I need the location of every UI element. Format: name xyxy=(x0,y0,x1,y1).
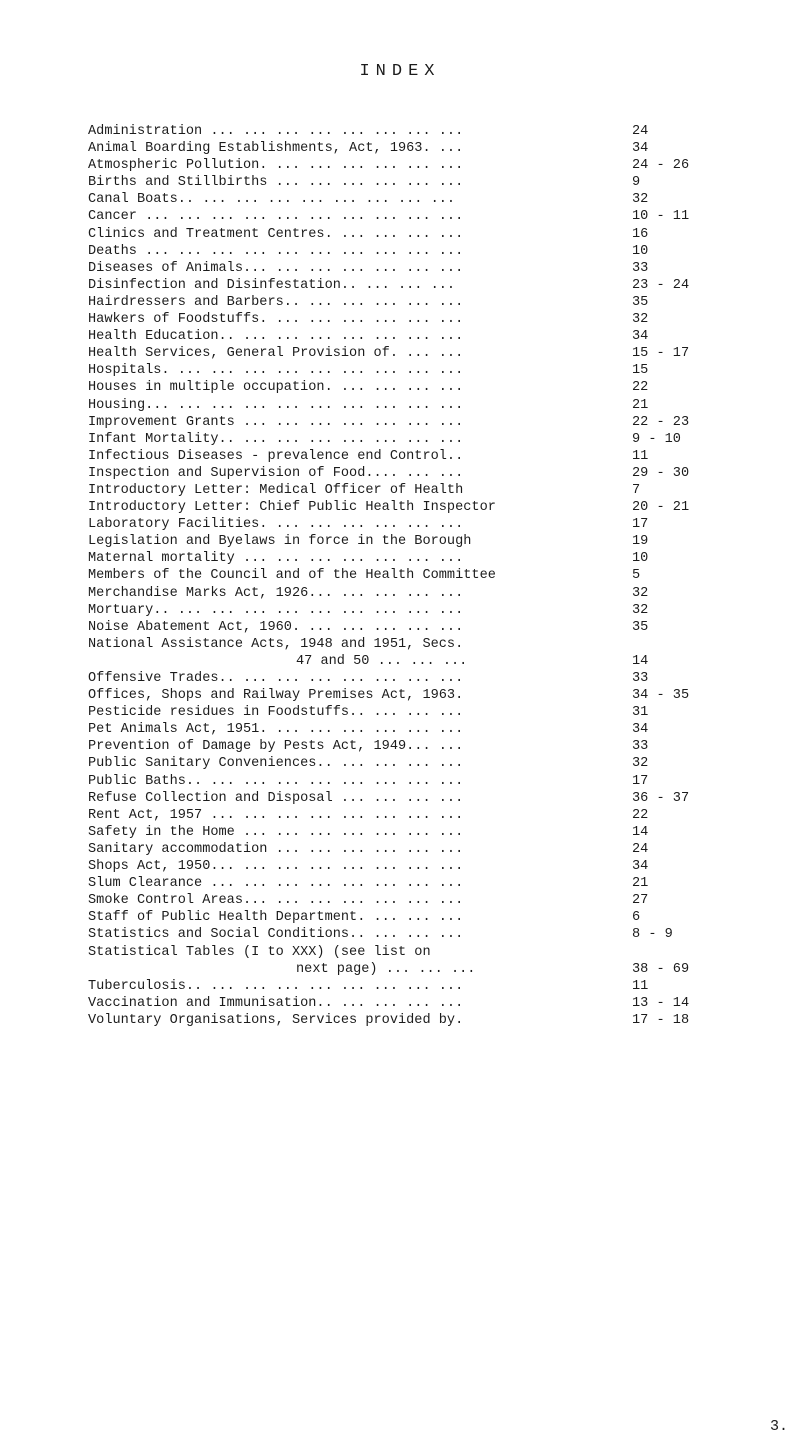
index-entry-text: Canal Boats.. ... ... ... ... ... ... ... ... xyxy=(88,192,456,208)
index-entry-pages: 11 xyxy=(632,978,649,994)
index-entry xyxy=(88,807,728,824)
index-entry xyxy=(88,465,728,482)
index-entry xyxy=(88,516,728,533)
index-entry xyxy=(88,567,728,584)
index-entry xyxy=(88,858,728,875)
index-entry xyxy=(88,448,728,465)
index-entry-text: Health Education.. ... ... ... ... ... ... ... xyxy=(88,329,464,345)
index-entry-pages: 6 xyxy=(632,910,641,926)
index-entry-text: Prevention of Damage by Pests Act, 1949... ... xyxy=(88,739,464,755)
index-entry-pages: 11 xyxy=(632,448,649,464)
index-entry-pages: 17 - 18 xyxy=(632,1012,690,1028)
index-entry-pages: 32 xyxy=(632,585,649,601)
index-entry xyxy=(88,721,728,738)
index-entry-text: National Assistance Acts, 1948 and 1951, Secs. xyxy=(88,636,464,652)
index-entry-text: Disinfection and Disinfestation.. ... ... ... xyxy=(88,277,456,293)
index-entry-text: Pesticide residues in Foodstuffs.. ... ... ... xyxy=(88,705,464,721)
index-entry-pages: 35 xyxy=(632,294,649,310)
index-entry-pages: 34 xyxy=(632,859,649,875)
index-entry-pages: 36 - 37 xyxy=(632,790,690,806)
index-entry-text: Houses in multiple occupation. ... ... ... ... xyxy=(88,380,464,396)
index-entry-text: Housing... ... ... ... ... ... ... ... ... ... xyxy=(88,397,464,413)
index-entry xyxy=(88,755,728,772)
index-entry-pages: 34 xyxy=(632,141,649,157)
index-entry-pages: 34 xyxy=(632,722,649,738)
index-entry xyxy=(88,482,728,499)
index-entry xyxy=(88,243,728,260)
index-entry-pages: 10 xyxy=(632,243,649,259)
index-entry-text: Statistics and Social Conditions.. ... ... ... xyxy=(88,927,464,943)
index-entry xyxy=(88,585,728,602)
index-entry xyxy=(88,909,728,926)
index-entry-pages: 13 - 14 xyxy=(632,995,690,1011)
index-entry-text: Animal Boarding Establishments, Act, 1963. ... xyxy=(88,141,464,157)
index-entry-pages: 33 xyxy=(632,739,649,755)
index-entry-text: Legislation and Byelaws in force in the Borough xyxy=(88,534,472,550)
index-entry-text: Hairdressers and Barbers.. ... ... ... ... ... xyxy=(88,294,464,310)
index-entry xyxy=(88,345,728,362)
index-entry xyxy=(88,414,728,431)
index-entry-pages: 38 - 69 xyxy=(632,961,690,977)
index-entry-pages: 24 xyxy=(632,841,649,857)
index-entry-text: Smoke Control Areas... ... ... ... ... ... ... xyxy=(88,893,464,909)
index-entry-pages: 29 - 30 xyxy=(632,465,690,481)
index-entry xyxy=(88,499,728,516)
index-entry-text: Births and Stillbirths ... ... ... ... ... ... xyxy=(88,175,464,191)
index-entry-pages: 19 xyxy=(632,534,649,550)
index-entry-text: Infectious Diseases - prevalence end Control.. xyxy=(88,448,464,464)
index-entry xyxy=(88,328,728,345)
index-entry xyxy=(88,841,728,858)
index-entry-pages: 9 - 10 xyxy=(632,431,681,447)
index-entry-text: Sanitary accommodation ... ... ... ... ... ... xyxy=(88,841,464,857)
index-entry xyxy=(88,431,728,448)
index-entry xyxy=(88,995,728,1012)
index-entry-pages: 22 xyxy=(632,807,649,823)
index-entry xyxy=(88,174,728,191)
index-entry-pages: 22 xyxy=(632,380,649,396)
index-entry-text: Noise Abatement Act, 1960. ... ... ... ... ... xyxy=(88,619,464,635)
index-entry-text: Statistical Tables (I to XXX) (see list on xyxy=(88,944,431,960)
index-entry-pages: 33 xyxy=(632,671,649,686)
index-entry-text: Deaths ... ... ... ... ... ... ... ... ... ... xyxy=(88,243,464,259)
index-entry-pages: 7 xyxy=(632,482,641,498)
index-entry xyxy=(88,191,728,208)
index-entry-pages: 15 xyxy=(632,363,649,379)
index-entry-text: Diseases of Animals... ... ... ... ... ... ... xyxy=(88,260,464,276)
index-entry-text: Merchandise Marks Act, 1926... ... ... ... ... xyxy=(88,585,464,601)
index-entry xyxy=(88,687,728,704)
index-entry-pages: 33 xyxy=(632,260,649,276)
index-entry-text: Maternal mortality ... ... ... ... ... ... ... xyxy=(88,551,464,567)
index-entry xyxy=(88,226,728,243)
index-entry-text: Refuse Collection and Disposal ... ... ... ... xyxy=(88,790,464,806)
index-entry-text: Cancer ... ... ... ... ... ... ... ... ... ... xyxy=(88,209,464,225)
index-entry-text: Pet Animals Act, 1951. ... ... ... ... ... ... xyxy=(88,722,464,738)
index-entry-pages: 32 xyxy=(632,312,649,328)
index-entry-text: Tuberculosis.. ... ... ... ... ... ... ... ... xyxy=(88,978,464,994)
index-entry xyxy=(88,1012,728,1029)
index-entry-text: next page) ... ... ... xyxy=(296,961,476,977)
index-entry xyxy=(88,123,728,140)
index-entry xyxy=(88,619,728,636)
index-entry-text: Public Baths.. ... ... ... ... ... ... ... ... xyxy=(88,773,464,789)
index-entry-text: Infant Mortality.. ... ... ... ... ... ... ... xyxy=(88,431,464,447)
index-entry-pages: 23 - 24 xyxy=(632,277,690,293)
index-entry-pages: 24 - 26 xyxy=(632,158,690,174)
index-entry-text: Improvement Grants ... ... ... ... ... ... ... xyxy=(88,414,464,430)
index-entry-text: Vaccination and Immunisation.. ... ... ... ... xyxy=(88,995,464,1011)
index-entry-pages: 10 - 11 xyxy=(632,209,690,225)
index-entry-text: Mortuary.. ... ... ... ... ... ... ... ... ... xyxy=(88,602,464,618)
index-entry-pages: 31 xyxy=(632,705,649,721)
index-entry-pages: 14 xyxy=(632,824,649,840)
index-entry-text: Staff of Public Health Department. ... ... ... xyxy=(88,910,464,926)
index-entry-pages: 14 xyxy=(632,653,649,669)
index-entry-text: Offensive Trades.. ... ... ... ... ... ... ... xyxy=(88,671,464,686)
page-title: INDEX xyxy=(359,62,441,81)
index-entry-pages: 16 xyxy=(632,226,649,242)
index-entry-text: Hospitals. ... ... ... ... ... ... ... ... ... xyxy=(88,363,464,379)
index-entry-text: Laboratory Facilities. ... ... ... ... ... ... xyxy=(88,517,464,533)
index-entry-pages: 17 xyxy=(632,517,649,533)
index-entry-text: Voluntary Organisations, Services provided by. xyxy=(88,1012,464,1028)
index-entry xyxy=(88,379,728,396)
index-entry-pages: 10 xyxy=(632,551,649,567)
index-entry-pages: 21 xyxy=(632,876,649,892)
index-entry xyxy=(88,260,728,277)
index-entry xyxy=(88,311,728,328)
index-entry-text: Shops Act, 1950... ... ... ... ... ... ... ... xyxy=(88,859,464,875)
index-entry-text: Slum Clearance ... ... ... ... ... ... ... ... xyxy=(88,876,464,892)
index-entry xyxy=(88,397,728,414)
index-entry-text: Health Services, General Provision of. ... ... xyxy=(88,346,464,362)
index-entry xyxy=(88,944,728,961)
index-entry xyxy=(88,961,728,978)
index-entry xyxy=(88,773,728,790)
index-entry xyxy=(88,140,728,157)
index-entry-pages: 35 xyxy=(632,619,649,635)
index-entry xyxy=(88,636,728,653)
index-entry xyxy=(88,926,728,943)
index-entry-text: Inspection and Supervision of Food.... ... ... xyxy=(88,465,464,481)
index-entry xyxy=(88,653,728,670)
index-entry-pages: 34 - 35 xyxy=(632,688,690,704)
index-entry xyxy=(88,738,728,755)
index-entry xyxy=(88,362,728,379)
index-entry-pages: 9 xyxy=(632,175,641,191)
index-entry xyxy=(88,533,728,550)
index-entry-pages: 27 xyxy=(632,893,649,909)
index-entry-pages: 17 xyxy=(632,773,649,789)
page-number: 3. xyxy=(770,1418,789,1435)
index-entry-text: Offices, Shops and Railway Premises Act, 1963. xyxy=(88,688,464,704)
index-entry xyxy=(88,602,728,619)
index-entry-text: Hawkers of Foodstuffs. ... ... ... ... ... ... xyxy=(88,312,464,328)
index-entry-pages: 34 xyxy=(632,329,649,345)
index-entry xyxy=(88,550,728,567)
index-entry-pages: 20 - 21 xyxy=(632,500,690,516)
index-entry-pages: 21 xyxy=(632,397,649,413)
index-entry-text: Clinics and Treatment Centres. ... ... ... ... xyxy=(88,226,464,242)
index-entry xyxy=(88,670,728,687)
index-entry xyxy=(88,157,728,174)
index-entry-text: Administration ... ... ... ... ... ... ... ... xyxy=(88,124,464,139)
index-entry-text: 47 and 50 ... ... ... xyxy=(296,653,468,669)
index-entry xyxy=(88,704,728,721)
index-entry-pages: 5 xyxy=(632,568,641,584)
index-list xyxy=(88,123,728,1029)
index-entry-pages: 32 xyxy=(632,192,649,208)
index-entry xyxy=(88,875,728,892)
index-entry-text: Atmospheric Pollution. ... ... ... ... ... ... xyxy=(88,158,464,174)
index-entry xyxy=(88,294,728,311)
index-entry xyxy=(88,978,728,995)
index-entry-pages: 8 - 9 xyxy=(632,927,673,943)
index-entry xyxy=(88,208,728,225)
index-entry-text: Introductory Letter: Chief Public Health Inspector xyxy=(88,500,496,516)
index-entry-pages: 32 xyxy=(632,602,649,618)
index-entry-pages: 24 xyxy=(632,124,649,139)
index-entry-text: Introductory Letter: Medical Officer of Health xyxy=(88,482,464,498)
index-entry-text: Members of the Council and of the Health Committee xyxy=(88,568,496,584)
index-entry xyxy=(88,892,728,909)
index-entry-text: Public Sanitary Conveniences.. ... ... ... ... xyxy=(88,756,464,772)
index-entry-pages: 32 xyxy=(632,756,649,772)
index-entry xyxy=(88,824,728,841)
index-entry-pages: 22 - 23 xyxy=(632,414,690,430)
index-entry xyxy=(88,277,728,294)
index-entry-pages: 15 - 17 xyxy=(632,346,690,362)
index-entry xyxy=(88,790,728,807)
index-entry-text: Rent Act, 1957 ... ... ... ... ... ... ... ... xyxy=(88,807,464,823)
index-entry-text: Safety in the Home ... ... ... ... ... ... ... xyxy=(88,824,464,840)
